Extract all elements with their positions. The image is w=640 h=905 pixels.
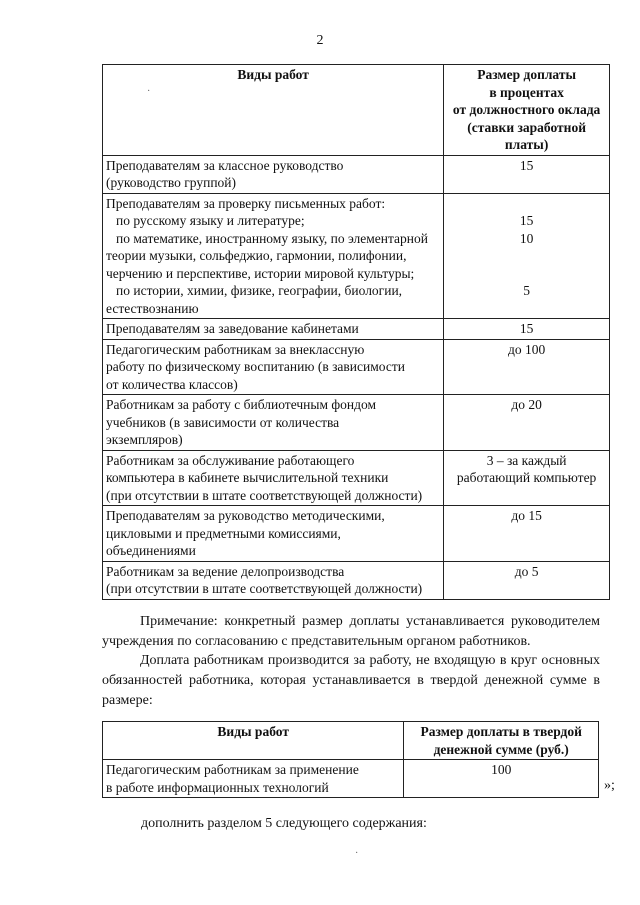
note-paragraph: Примечание: конкретный размер доплаты устанавливается руководителем учреждения по согласованию с представительным органом работников. [102, 614, 600, 649]
row-work-type: Преподавателям за классное руководство (руководство группой) [103, 155, 444, 193]
row-value: 15 10 5 [444, 193, 610, 319]
row-work-type: Работникам за ведение делопроизводства (при отсутствии в штате соответствующей должности) [103, 561, 444, 599]
header-surcharge-fixed: Размер доплаты в твердой денежной сумме (руб.) [404, 722, 599, 760]
header-work-types: Виды работ [103, 722, 404, 760]
row-work-type: Работникам за обслуживание работающего компьютера в кабинете вычислительной техники (при отсутствии в штате соответствующей должности) [103, 450, 444, 506]
row-work-type: Преподавателям за руководство методическими, цикловыми и предметными комиссиями, объединениями [103, 506, 444, 562]
table-row [103, 155, 610, 193]
table-row [103, 395, 610, 451]
page-number: 2 [316, 33, 324, 48]
table-row [103, 450, 610, 506]
header-work-types: Виды работ [103, 65, 444, 156]
table-row [103, 506, 610, 562]
table-row [103, 561, 610, 599]
row-work-type: Педагогическим работникам за внеклассную работу по физическому воспитанию (в зависимости от количества классов) [103, 339, 444, 395]
row-value: 15 [444, 155, 610, 193]
table-row [103, 193, 610, 319]
table-row [103, 319, 610, 340]
row-work-type: Преподавателям за заведование кабинетами [103, 319, 444, 340]
table-header-row [103, 722, 599, 760]
surcharge-fixed-table [102, 721, 599, 798]
closing-quote: »; [604, 778, 615, 793]
row-work-type: Работникам за работу с библиотечным фондом учебников (в зависимости от количества экземпляров) [103, 395, 444, 451]
row-value: до 15 [444, 506, 610, 562]
row-value: до 5 [444, 561, 610, 599]
fixed-surcharge-paragraph: Доплата работникам производится за работу, не входящую в круг основных обязанностей работника, которая устанавливается в твердой денежной сумме в размере: [102, 653, 600, 708]
row-work-type: Преподавателям за проверку письменных работ: по русскому языку и литературе; по математике, иностранному языку, по элементарной теории музыки, сольфеджио, гармонии, полифонии, черчению и перспективе, истории мировой культуры; по истории, химии, физике, географии, биологии, естествознанию [103, 193, 444, 319]
table-header-row [103, 65, 610, 156]
row-value: до 100 [444, 339, 610, 395]
header-surcharge-percent: Размер доплаты в процентах от должностного оклада (ставки заработной платы) [444, 65, 610, 156]
surcharge-percent-table [102, 64, 610, 600]
table-row [103, 339, 610, 395]
row-value: 3 – за каждый работающий компьютер [444, 450, 610, 506]
final-line: дополнить разделом 5 следующего содержания: [141, 816, 427, 831]
row-value: до 20 [444, 395, 610, 451]
scan-speck: · [147, 86, 151, 97]
table-row [103, 760, 599, 798]
row-value: 100 [404, 760, 599, 798]
scan-speck: · [355, 848, 359, 859]
row-value: 15 [444, 319, 610, 340]
row-work-type: Педагогическим работникам за применение в работе информационных технологий [103, 760, 404, 798]
